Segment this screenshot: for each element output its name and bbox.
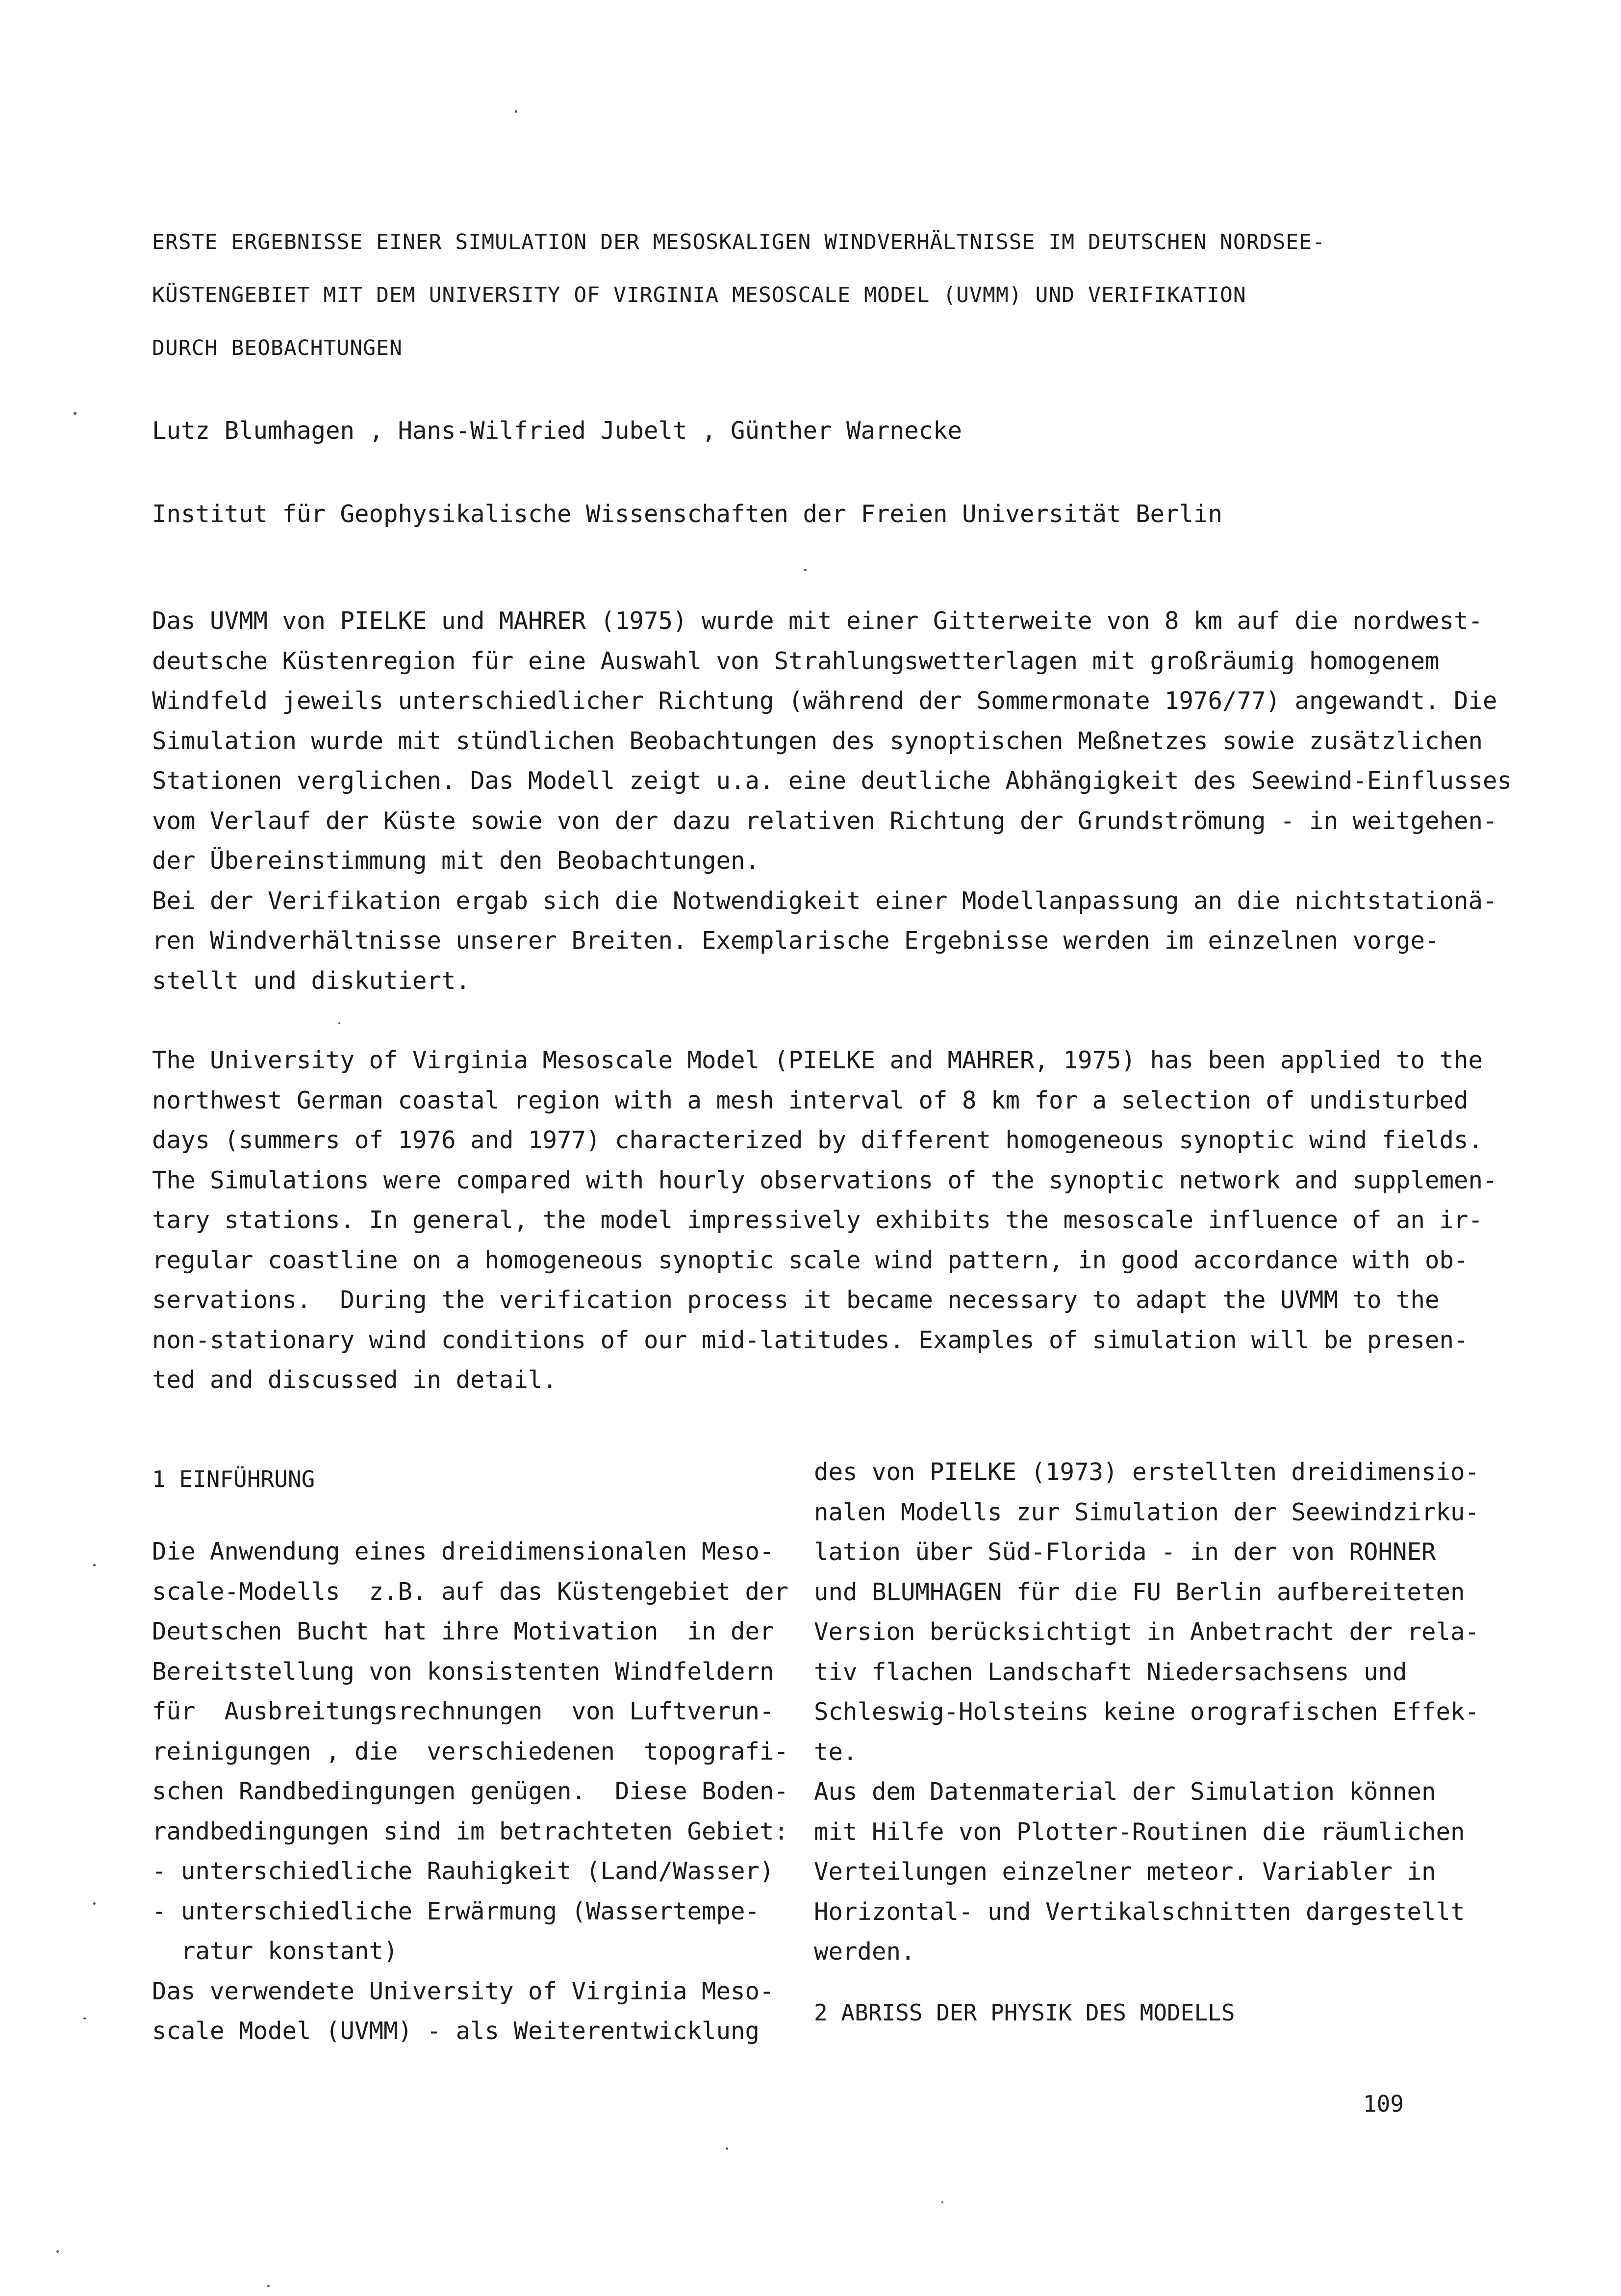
scan-speck	[726, 2147, 728, 2150]
scan-speck	[804, 569, 807, 571]
scan-speck	[515, 110, 517, 113]
body-line: lation über Süd-Florida - in der von ROHNER	[814, 1538, 1436, 1566]
abstract-line: non-stationary wind conditions of our mid-latitudes. Examples of simulation will be presen-	[152, 1326, 1469, 1354]
abstract-german	[152, 601, 1512, 1001]
body-line: ratur konstant)	[152, 1937, 398, 1965]
scan-speck	[74, 412, 76, 415]
abstract-line: der Übereinstimmung mit den Beobachtungen.	[152, 847, 760, 875]
abstract-line: Das UVMM von PIELKE und MAHRER (1975) wurde mit einer Gitterweite von 8 km auf die nordwest-	[152, 607, 1483, 635]
abstract-line: ren Windverhältnisse unserer Breiten. Exemplarische Ergebnisse werden im einzelnen vorge-	[152, 927, 1440, 955]
body-line: Horizontal- und Vertikalschnitten dargestellt	[814, 1897, 1465, 1926]
body-line: - unterschiedliche Erwärmung (Wassertempe-	[152, 1897, 760, 1925]
body-line: Version berücksichtigt in Anbetracht der rela-	[814, 1618, 1480, 1646]
abstract-line: servations. During the verification process it became necessary to adapt the UVMM to the	[152, 1286, 1440, 1314]
abstract-line: deutsche Küstenregion für eine Auswahl von Strahlungswetterlagen mit großräumig homogenem	[152, 647, 1440, 675]
institute: Institut für Geophysikalische Wissenschaften der Freien Universität Berlin	[152, 500, 1223, 528]
abstract-line: Simulation wurde mit stündlichen Beobachtungen des synoptischen Meßnetzes sowie zusätzlichen	[152, 727, 1483, 755]
scan-speck	[56, 2250, 59, 2253]
body-line: mit Hilfe von Plotter-Routinen die räumlichen	[814, 1817, 1465, 1846]
body-line: - unterschiedliche Rauhigkeit (Land/Wasser)	[152, 1857, 774, 1885]
abstract-line: regular coastline on a homogeneous synoptic scale wind pattern, in good accordance with ob-	[152, 1246, 1469, 1274]
body-line: Bereitstellung von konsistenten Windfeldern	[152, 1657, 774, 1686]
scan-speck	[941, 2201, 943, 2203]
body-line: Die Anwendung eines dreidimensionalen Meso-	[152, 1538, 774, 1565]
abstract-line: stellt und diskutiert.	[152, 966, 471, 995]
abstract-line: The University of Virginia Mesoscale Model (PIELKE and MAHRER, 1975) has been applied to the	[152, 1046, 1483, 1074]
abstract-line: Windfeld jeweils unterschiedlicher Richtung (während der Sommermonate 1976/77) angewandt. Die	[152, 687, 1497, 715]
body-line: schen Randbedingungen genügen. Diese Boden-	[152, 1777, 789, 1805]
abstract-line: Bei der Verifikation ergab sich die Notwendigkeit einer Modellanpassung an die nichtstationä-	[152, 886, 1497, 915]
body-line: werden.	[814, 1938, 915, 1966]
paper-title	[152, 216, 1476, 375]
body-line: Aus dem Datenmaterial der Simulation können	[814, 1778, 1436, 1806]
abstract-line: ted and discussed in detail.	[152, 1366, 557, 1394]
authors: Lutz Blumhagen , Hans-Wilfried Jubelt , Günther Warnecke	[152, 417, 962, 445]
title-line: DURCH BEOBACHTUNGEN	[152, 336, 403, 360]
abstract-line: northwest German coastal region with a mesh interval of 8 km for a selection of undisturbed	[152, 1086, 1469, 1114]
title-line: ERSTE ERGEBNISSE EINER SIMULATION DER MESOSKALIGEN WINDVERHÄLTNISSE IM DEUTSCHEN NORDSEE-	[152, 230, 1326, 254]
right-column-body	[814, 1452, 1480, 1972]
body-line: Deutschen Bucht hat ihre Motivation in der	[152, 1617, 774, 1645]
scan-speck	[338, 1022, 340, 1024]
section-1-heading: 1 EINFÜHRUNG	[152, 1466, 315, 1492]
body-line: scale-Modells z.B. auf das Küstengebiet der	[152, 1577, 789, 1606]
title-line: KÜSTENGEBIET MIT DEM UNIVERSITY OF VIRGINIA MESOSCALE MODEL (UVMM) UND VERIFIKATION	[152, 283, 1246, 307]
section-2-heading: 2 ABRISS DER PHYSIK DES MODELLS	[814, 1999, 1235, 2026]
scan-speck	[267, 2285, 270, 2287]
body-line: randbedingungen sind im betrachteten Gebiet:	[152, 1817, 789, 1845]
abstract-line: The Simulations were compared with hourly observations of the synoptic network and supplemen-	[152, 1166, 1497, 1194]
body-line: für Ausbreitungsrechnungen von Luftverun-	[152, 1697, 774, 1725]
body-line: Das verwendete University of Virginia Meso-	[152, 1977, 774, 2005]
body-line: Schleswig-Holsteins keine orografischen Effek-	[814, 1698, 1480, 1726]
body-line: scale Model (UVMM) - als Weiterentwicklung	[152, 2017, 760, 2045]
body-line: des von PIELKE (1973) erstellten dreidimensio-	[814, 1458, 1480, 1486]
abstract-line: Stationen verglichen. Das Modell zeigt u.a. eine deutliche Abhängigkeit des Seewind-Einflusses	[152, 767, 1512, 795]
abstract-line: days (summers of 1976 and 1977) characterized by different homogeneous synoptic wind fields.	[152, 1126, 1483, 1154]
abstract-line: vom Verlauf der Küste sowie von der dazu relativen Richtung der Grundströmung - in weitgehen-	[152, 807, 1497, 835]
page-number: 109	[1363, 2091, 1404, 2117]
body-line: nalen Modells zur Simulation der Seewindzirku-	[814, 1498, 1480, 1526]
abstract-line: tary stations. In general, the model impressively exhibits the mesoscale influence of an ir-	[152, 1206, 1483, 1234]
body-line: und BLUMHAGEN für die FU Berlin aufbereiteten	[814, 1578, 1465, 1606]
abstract-english	[152, 1040, 1497, 1400]
body-line: te.	[814, 1738, 858, 1766]
body-line: tiv flachen Landschaft Niedersachsens und	[814, 1658, 1407, 1686]
section-1-body	[152, 1532, 809, 2051]
body-line: reinigungen , die verschiedenen topografi-	[152, 1737, 789, 1766]
body-line: Verteilungen einzelner meteor. Variabler in	[814, 1858, 1436, 1886]
scan-speck	[83, 2018, 86, 2019]
scan-speck	[93, 1902, 96, 1905]
scan-speck	[93, 1564, 96, 1566]
